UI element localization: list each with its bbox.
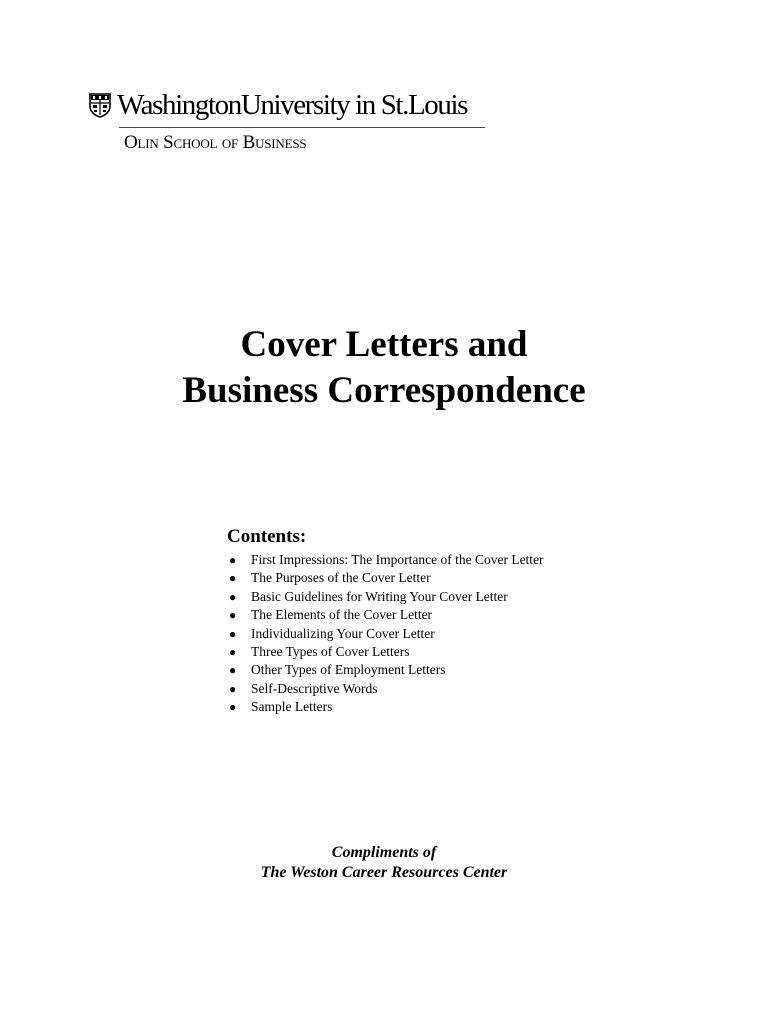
contents-item-label: Other Types of Employment Letters [251,662,446,678]
list-item [227,699,544,717]
contents-item-label: The Elements of the Cover Letter [251,607,433,623]
school-name: Olin School of Business [124,132,307,153]
contents-item-label: First Impressions: The Importance of the Cover Letter [251,552,544,567]
university-seal-icon [88,92,112,118]
compliments-footer [0,843,768,883]
contents-section [227,526,544,718]
bullet-dot-icon: ● [229,644,237,659]
bullet-dot-icon: ● [229,553,237,567]
bullet-dot-icon: ● [229,589,237,604]
bullet-dot-icon: ● [229,626,237,641]
document-title-line-2: Business Correspondence [182,370,586,411]
contents-item-label: Basic Guidelines for Writing Your Cover Letter [251,588,508,604]
university-wordmark [88,88,488,122]
list-item [227,681,544,699]
list-item [227,589,544,607]
bullet-dot-icon: ● [229,571,237,586]
list-item [227,626,544,644]
bullet-dot-icon: ● [229,608,237,623]
list-item [227,662,544,680]
contents-item-label: Three Types of Cover Letters [251,643,410,659]
letterhead-divider [119,127,485,128]
contents-heading: Contents: [227,526,307,547]
document-title-line-1: Cover Letters and [240,324,528,365]
university-name: WashingtonUniversity in St.Louis [117,88,467,121]
list-item [227,570,544,588]
contents-item-label: Sample Letters [251,699,333,715]
contents-item-label: Individualizing Your Cover Letter [251,625,435,641]
bullet-dot-icon: ● [229,700,237,715]
bullet-dot-icon: ● [229,663,237,678]
list-item [227,607,544,625]
list-item [227,552,544,570]
career-center-name: The Weston Career Resources Center [260,864,508,881]
list-item [227,644,544,662]
contents-item-label: Self-Descriptive Words [251,680,378,696]
compliments-line: Compliments of [331,844,437,861]
contents-item-label: The Purposes of the Cover Letter [251,570,431,586]
contents-list [227,552,544,718]
letterhead [88,88,488,153]
document-title [0,322,768,414]
bullet-dot-icon: ● [229,681,237,696]
